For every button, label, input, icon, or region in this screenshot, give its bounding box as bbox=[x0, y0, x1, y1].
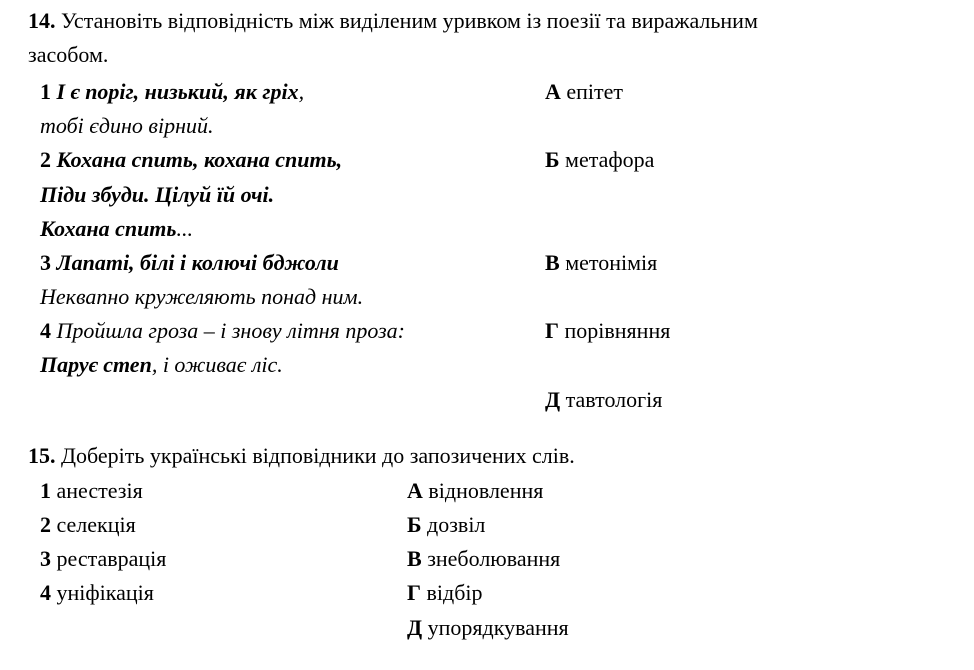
q14-item-1-line-1 bbox=[40, 81, 304, 103]
question-15-number: 15. bbox=[28, 443, 56, 468]
q14-option-a bbox=[545, 81, 623, 103]
q15-item-1 bbox=[40, 480, 143, 502]
plain-fragment: Пройшла гроза – і знову літня проза: bbox=[56, 318, 406, 343]
q14-item-2-line-2: Піди збуди. Цілуй їй очі. bbox=[40, 182, 275, 207]
question-14-prompt bbox=[28, 10, 758, 32]
option-text: упорядкування bbox=[427, 615, 569, 640]
q14-item-2-line-1 bbox=[40, 149, 342, 171]
q14-option-d bbox=[545, 389, 662, 411]
highlighted-fragment: Кохана спить bbox=[40, 216, 177, 241]
option-letter: А bbox=[545, 79, 561, 104]
option-text: відбір bbox=[426, 580, 483, 605]
plain-fragment: , і оживає ліс. bbox=[151, 352, 283, 377]
q15-item-4 bbox=[40, 582, 154, 604]
q15-option-h bbox=[407, 582, 483, 604]
q14-option-b bbox=[545, 149, 654, 171]
question-14-prompt-continued: засобом. bbox=[28, 42, 109, 67]
q15-item-3 bbox=[40, 548, 166, 570]
option-text: метафора bbox=[565, 147, 655, 172]
q14-item-2-line-3 bbox=[40, 218, 193, 240]
q14-option-h bbox=[545, 320, 670, 342]
q14-item-3-line-2: Неквапно кружеляють понад ним. bbox=[40, 284, 364, 309]
plain-fragment: ... bbox=[176, 216, 193, 241]
q15-option-d bbox=[407, 617, 569, 639]
plain-fragment: , bbox=[298, 79, 305, 104]
option-text: метонімія bbox=[565, 250, 658, 275]
option-letter: В bbox=[407, 546, 422, 571]
option-letter: Б bbox=[545, 147, 560, 172]
q15-option-b bbox=[407, 514, 485, 536]
highlighted-fragment: І є поріг, низький, як гріх bbox=[56, 79, 299, 104]
item-text: реставрація bbox=[56, 546, 167, 571]
item-number: 4 bbox=[40, 580, 51, 605]
option-text: епітет bbox=[566, 79, 624, 104]
option-text: знеболювання bbox=[427, 546, 561, 571]
item-text: анестезія bbox=[56, 478, 143, 503]
q15-item-2 bbox=[40, 514, 136, 536]
highlighted-fragment: Лапаті, білі і колючі бджоли bbox=[56, 250, 339, 275]
q14-item-3-line-1 bbox=[40, 252, 339, 274]
option-letter: Д bbox=[407, 615, 423, 640]
option-letter: Д bbox=[545, 387, 561, 412]
option-letter: Б bbox=[407, 512, 422, 537]
item-text: уніфікація bbox=[56, 580, 154, 605]
item-number: 3 bbox=[40, 250, 51, 275]
q15-option-v bbox=[407, 548, 560, 570]
option-text: відновлення bbox=[428, 478, 544, 503]
option-text: дозвіл bbox=[427, 512, 486, 537]
q14-item-4-line-2 bbox=[40, 354, 283, 376]
question-14-number: 14. bbox=[28, 8, 56, 33]
q14-option-v bbox=[545, 252, 657, 274]
item-number: 2 bbox=[40, 512, 51, 537]
question-14-prompt-text: Установіть відповідність між виділеним уривком із поезії та виражальним bbox=[61, 8, 758, 33]
q14-item-4-line-1 bbox=[40, 320, 405, 342]
item-number: 2 bbox=[40, 147, 51, 172]
item-number: 4 bbox=[40, 318, 51, 343]
item-number: 1 bbox=[40, 478, 51, 503]
highlighted-fragment: Кохана спить, кохана спить, bbox=[56, 147, 343, 172]
q15-option-a bbox=[407, 480, 543, 502]
question-15-prompt bbox=[28, 445, 575, 467]
option-letter: Г bbox=[545, 318, 559, 343]
option-letter: Г bbox=[407, 580, 421, 605]
highlighted-fragment: Парує степ bbox=[40, 352, 152, 377]
q14-item-1-line-2: тобі єдино вірний. bbox=[40, 113, 214, 138]
option-text: тавтологія bbox=[565, 387, 663, 412]
option-text: порівняння bbox=[564, 318, 671, 343]
item-text: селекція bbox=[56, 512, 136, 537]
option-letter: В bbox=[545, 250, 560, 275]
item-number: 3 bbox=[40, 546, 51, 571]
option-letter: А bbox=[407, 478, 423, 503]
item-number: 1 bbox=[40, 79, 51, 104]
question-15-prompt-text: Доберіть українські відповідники до запозичених слів. bbox=[61, 443, 575, 468]
